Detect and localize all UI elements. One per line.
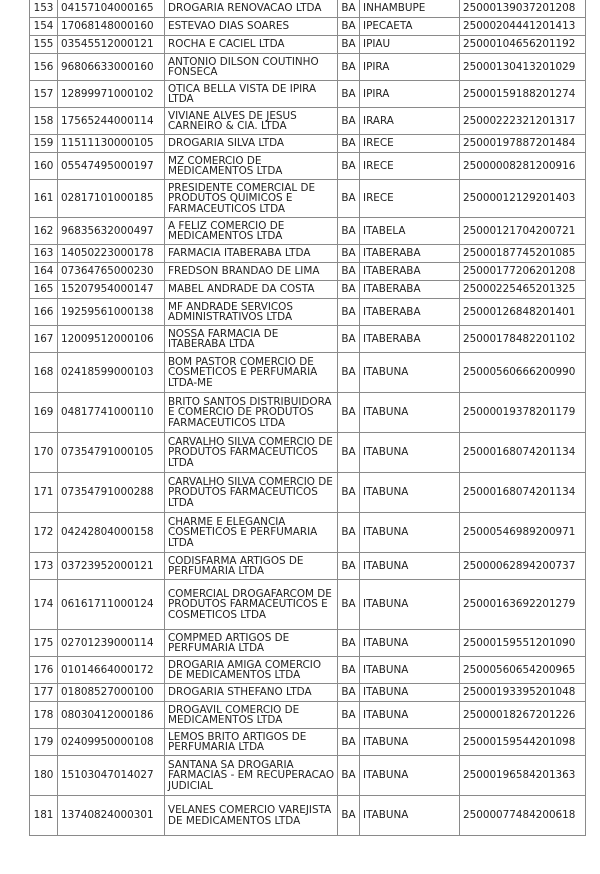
state-cell: BA <box>338 135 360 153</box>
cnpj-cell: 02409950000108 <box>58 729 165 756</box>
city-cell: ITABUNA <box>360 393 460 433</box>
company-name-cell: SANTANA SA DROGARIA FARMACIAS - EM RECUPERACAO JUDICIAL <box>165 756 338 796</box>
cnpj-cell: 04157104000165 <box>58 0 165 18</box>
row-number-cell: 176 <box>30 657 58 684</box>
cnpj-cell: 04242804000158 <box>58 513 165 553</box>
city-cell: ITABUNA <box>360 513 460 553</box>
table-row <box>30 54 586 81</box>
row-number-cell: 168 <box>30 353 58 393</box>
cnpj-cell: 15207954000147 <box>58 281 165 299</box>
company-name-cell: A FELIZ COMERCIO DE MEDICAMENTOS LTDA <box>165 218 338 245</box>
process-number-cell: 25000019378201179 <box>460 393 586 433</box>
row-number-cell: 153 <box>30 0 58 18</box>
company-name-cell: FREDSON BRANDAO DE LIMA <box>165 263 338 281</box>
state-cell: BA <box>338 433 360 473</box>
process-number-cell: 25000008281200916 <box>460 153 586 180</box>
company-name-cell: VELANES COMERCIO VAREJISTA DE MEDICAMENTOS LTDA <box>165 796 338 836</box>
process-number-cell: 25000178482201102 <box>460 326 586 353</box>
state-cell: BA <box>338 18 360 36</box>
city-cell: ITABUNA <box>360 756 460 796</box>
city-cell: ITABUNA <box>360 580 460 630</box>
process-number-cell: 25000163692201279 <box>460 580 586 630</box>
city-cell: ITABERABA <box>360 281 460 299</box>
cnpj-cell: 01808527000100 <box>58 684 165 702</box>
process-number-cell: 25000012129201403 <box>460 180 586 218</box>
cnpj-cell: 13740824000301 <box>58 796 165 836</box>
cnpj-cell: 07364765000230 <box>58 263 165 281</box>
company-name-cell: CARVALHO SILVA COMERCIO DE PRODUTOS FARMACEUTICOS LTDA <box>165 433 338 473</box>
city-cell: ITABUNA <box>360 553 460 580</box>
process-number-cell: 25000177206201208 <box>460 263 586 281</box>
process-number-cell: 25000130413201029 <box>460 54 586 81</box>
row-number-cell: 154 <box>30 18 58 36</box>
table-row <box>30 684 586 702</box>
state-cell: BA <box>338 580 360 630</box>
table-row <box>30 353 586 393</box>
cnpj-cell: 12009512000106 <box>58 326 165 353</box>
row-number-cell: 177 <box>30 684 58 702</box>
row-number-cell: 164 <box>30 263 58 281</box>
table-row <box>30 473 586 513</box>
company-name-cell: DROGARIA RENOVACAO LTDA <box>165 0 338 18</box>
company-name-cell: DROGARIA SILVA LTDA <box>165 135 338 153</box>
process-number-cell: 25000018267201226 <box>460 702 586 729</box>
state-cell: BA <box>338 657 360 684</box>
row-number-cell: 169 <box>30 393 58 433</box>
city-cell: ITABUNA <box>360 684 460 702</box>
row-number-cell: 157 <box>30 81 58 108</box>
state-cell: BA <box>338 684 360 702</box>
state-cell: BA <box>338 326 360 353</box>
table-row <box>30 580 586 630</box>
city-cell: ITABUNA <box>360 353 460 393</box>
row-number-cell: 166 <box>30 299 58 326</box>
state-cell: BA <box>338 630 360 657</box>
state-cell: BA <box>338 245 360 263</box>
state-cell: BA <box>338 0 360 18</box>
city-cell: INHAMBUPE <box>360 0 460 18</box>
process-number-cell: 25000159544201098 <box>460 729 586 756</box>
city-cell: IRECE <box>360 135 460 153</box>
city-cell: IPECAETA <box>360 18 460 36</box>
city-cell: ITABERABA <box>360 245 460 263</box>
company-name-cell: MF ANDRADE SERVICOS ADMINISTRATIVOS LTDA <box>165 299 338 326</box>
row-number-cell: 180 <box>30 756 58 796</box>
city-cell: ITABERABA <box>360 263 460 281</box>
company-name-cell: MABEL ANDRADE DA COSTA <box>165 281 338 299</box>
company-name-cell: NOSSA FARMACIA DE ITABERABA LTDA <box>165 326 338 353</box>
city-cell: ITABUNA <box>360 630 460 657</box>
table-row <box>30 0 586 18</box>
table-row <box>30 18 586 36</box>
process-number-cell: 25000197887201484 <box>460 135 586 153</box>
company-name-cell: FARMACIA ITABERABA LTDA <box>165 245 338 263</box>
company-name-cell: COMPMED ARTIGOS DE PERFUMARIA LTDA <box>165 630 338 657</box>
row-number-cell: 174 <box>30 580 58 630</box>
process-number-cell: 25000139037201208 <box>460 0 586 18</box>
table-row <box>30 36 586 54</box>
row-number-cell: 155 <box>30 36 58 54</box>
state-cell: BA <box>338 353 360 393</box>
company-name-cell: CHARME E ELEGANCIA COSMETICOS E PERFUMARIA LTDA <box>165 513 338 553</box>
row-number-cell: 179 <box>30 729 58 756</box>
process-number-cell: 25000159551201090 <box>460 630 586 657</box>
state-cell: BA <box>338 513 360 553</box>
company-name-cell: CARVALHO SILVA COMERCIO DE PRODUTOS FARMACEUTICOS LTDA <box>165 473 338 513</box>
table-row <box>30 263 586 281</box>
city-cell: ITABUNA <box>360 729 460 756</box>
table-row <box>30 299 586 326</box>
cnpj-cell: 05547495000197 <box>58 153 165 180</box>
cnpj-cell: 08030412000186 <box>58 702 165 729</box>
table-row <box>30 218 586 245</box>
process-number-cell: 25000168074201134 <box>460 433 586 473</box>
city-cell: ITABUNA <box>360 657 460 684</box>
city-cell: ITABUNA <box>360 702 460 729</box>
cnpj-cell: 06161711000124 <box>58 580 165 630</box>
cnpj-cell: 02701239000114 <box>58 630 165 657</box>
cnpj-cell: 04817741000110 <box>58 393 165 433</box>
cnpj-cell: 17565244000114 <box>58 108 165 135</box>
city-cell: IRECE <box>360 153 460 180</box>
registry-table <box>29 0 586 836</box>
state-cell: BA <box>338 473 360 513</box>
state-cell: BA <box>338 54 360 81</box>
row-number-cell: 161 <box>30 180 58 218</box>
process-number-cell: 25000546989200971 <box>460 513 586 553</box>
table-row <box>30 153 586 180</box>
city-cell: IPIAU <box>360 36 460 54</box>
company-name-cell: DROGAVIL COMERCIO DE MEDICAMENTOS LTDA <box>165 702 338 729</box>
row-number-cell: 175 <box>30 630 58 657</box>
company-name-cell: VIVIANE ALVES DE JESUS CARNEIRO & CIA. LTDA <box>165 108 338 135</box>
row-number-cell: 159 <box>30 135 58 153</box>
row-number-cell: 165 <box>30 281 58 299</box>
process-number-cell: 25000187745201085 <box>460 245 586 263</box>
process-number-cell: 25000560654200965 <box>460 657 586 684</box>
process-number-cell: 25000196584201363 <box>460 756 586 796</box>
city-cell: IPIRA <box>360 81 460 108</box>
state-cell: BA <box>338 393 360 433</box>
state-cell: BA <box>338 702 360 729</box>
row-number-cell: 178 <box>30 702 58 729</box>
table-row <box>30 513 586 553</box>
state-cell: BA <box>338 81 360 108</box>
cnpj-cell: 19259561000138 <box>58 299 165 326</box>
table-row <box>30 702 586 729</box>
city-cell: IPIRA <box>360 54 460 81</box>
cnpj-cell: 03723952000121 <box>58 553 165 580</box>
row-number-cell: 163 <box>30 245 58 263</box>
state-cell: BA <box>338 299 360 326</box>
process-number-cell: 25000121704200721 <box>460 218 586 245</box>
row-number-cell: 158 <box>30 108 58 135</box>
company-name-cell: COMERCIAL DROGAFARCOM DE PRODUTOS FARMACEUTICOS E COSMETICOS LTDA <box>165 580 338 630</box>
row-number-cell: 162 <box>30 218 58 245</box>
row-number-cell: 167 <box>30 326 58 353</box>
company-name-cell: MZ COMERCIO DE MEDICAMENTOS LTDA <box>165 153 338 180</box>
table-row <box>30 81 586 108</box>
cnpj-cell: 12899971000102 <box>58 81 165 108</box>
company-name-cell: CODISFARMA ARTIGOS DE PERFUMARIA LTDA <box>165 553 338 580</box>
row-number-cell: 172 <box>30 513 58 553</box>
company-name-cell: PRESIDENTE COMERCIAL DE PRODUTOS QUIMICOS E FARMACEUTICOS LTDA <box>165 180 338 218</box>
city-cell: ITABUNA <box>360 796 460 836</box>
row-number-cell: 170 <box>30 433 58 473</box>
process-number-cell: 25000062894200737 <box>460 553 586 580</box>
company-name-cell: DROGARIA STHEFANO LTDA <box>165 684 338 702</box>
cnpj-cell: 14050223000178 <box>58 245 165 263</box>
process-number-cell: 25000168074201134 <box>460 473 586 513</box>
city-cell: ITABUNA <box>360 433 460 473</box>
company-name-cell: ANTONIO DILSON COUTINHO FONSECA <box>165 54 338 81</box>
state-cell: BA <box>338 281 360 299</box>
process-number-cell: 25000126848201401 <box>460 299 586 326</box>
table-row <box>30 393 586 433</box>
state-cell: BA <box>338 180 360 218</box>
cnpj-cell: 03545512000121 <box>58 36 165 54</box>
table-row <box>30 245 586 263</box>
process-number-cell: 25000225465201325 <box>460 281 586 299</box>
row-number-cell: 181 <box>30 796 58 836</box>
table-row <box>30 326 586 353</box>
cnpj-cell: 02418599000103 <box>58 353 165 393</box>
table-row <box>30 135 586 153</box>
row-number-cell: 156 <box>30 54 58 81</box>
city-cell: ITABELA <box>360 218 460 245</box>
city-cell: IRECE <box>360 180 460 218</box>
state-cell: BA <box>338 263 360 281</box>
cnpj-cell: 96806633000160 <box>58 54 165 81</box>
company-name-cell: BOM PASTOR COMERCIO DE COSMETICOS E PERFUMARIA LTDA-ME <box>165 353 338 393</box>
state-cell: BA <box>338 218 360 245</box>
cnpj-cell: 02817101000185 <box>58 180 165 218</box>
table-row <box>30 433 586 473</box>
table-row <box>30 657 586 684</box>
process-number-cell: 25000204441201413 <box>460 18 586 36</box>
process-number-cell: 25000560666200990 <box>460 353 586 393</box>
state-cell: BA <box>338 756 360 796</box>
cnpj-cell: 01014664000172 <box>58 657 165 684</box>
row-number-cell: 160 <box>30 153 58 180</box>
process-number-cell: 25000222321201317 <box>460 108 586 135</box>
cnpj-cell: 15103047014027 <box>58 756 165 796</box>
table-row <box>30 553 586 580</box>
cnpj-cell: 11511130000105 <box>58 135 165 153</box>
table-body <box>30 0 586 836</box>
process-number-cell: 25000193395201048 <box>460 684 586 702</box>
cnpj-cell: 07354791000288 <box>58 473 165 513</box>
city-cell: ITABERABA <box>360 326 460 353</box>
state-cell: BA <box>338 553 360 580</box>
cnpj-cell: 07354791000105 <box>58 433 165 473</box>
table-row <box>30 281 586 299</box>
company-name-cell: DROGARIA AMIGA COMERCIO DE MEDICAMENTOS LTDA <box>165 657 338 684</box>
table-row <box>30 756 586 796</box>
process-number-cell: 25000077484200618 <box>460 796 586 836</box>
table-row <box>30 180 586 218</box>
city-cell: IRARA <box>360 108 460 135</box>
row-number-cell: 171 <box>30 473 58 513</box>
company-name-cell: ROCHA E CACIEL LTDA <box>165 36 338 54</box>
company-name-cell: ESTEVAO DIAS SOARES <box>165 18 338 36</box>
company-name-cell: BRITO SANTOS DISTRIBUIDORA E COMERCIO DE PRODUTOS FARMACEUTICOS LTDA <box>165 393 338 433</box>
row-number-cell: 173 <box>30 553 58 580</box>
company-name-cell: OTICA BELLA VISTA DE IPIRA LTDA <box>165 81 338 108</box>
table-row <box>30 729 586 756</box>
process-number-cell: 25000104656201192 <box>460 36 586 54</box>
cnpj-cell: 17068148000160 <box>58 18 165 36</box>
state-cell: BA <box>338 36 360 54</box>
state-cell: BA <box>338 108 360 135</box>
process-number-cell: 25000159188201274 <box>460 81 586 108</box>
city-cell: ITABUNA <box>360 473 460 513</box>
state-cell: BA <box>338 796 360 836</box>
cnpj-cell: 96835632000497 <box>58 218 165 245</box>
state-cell: BA <box>338 729 360 756</box>
city-cell: ITABERABA <box>360 299 460 326</box>
table-row <box>30 108 586 135</box>
company-name-cell: LEMOS BRITO ARTIGOS DE PERFUMARIA LTDA <box>165 729 338 756</box>
table-row <box>30 630 586 657</box>
state-cell: BA <box>338 153 360 180</box>
table-row <box>30 796 586 836</box>
